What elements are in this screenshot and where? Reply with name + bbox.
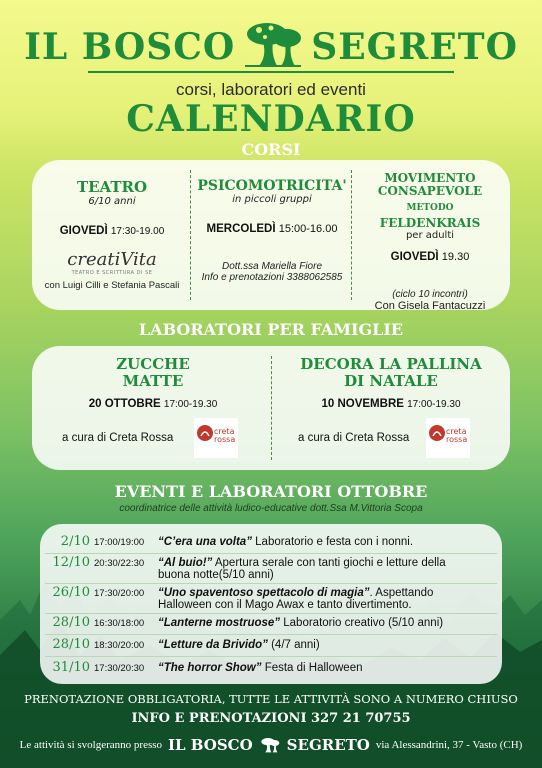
creta-rossa-text: creta (214, 427, 235, 436)
lab-title: DECORA LA PALLINA (300, 355, 482, 373)
eventi-coordinator: coordinatrice delle attività ludico-educative dott.Ssa M.Vittoria Scopa (119, 503, 423, 514)
course-teacher: con Luigi Cilli e Stefania Pascali (44, 280, 180, 291)
logo-text-left: IL BOSCO (24, 26, 236, 68)
footer-address-street: via Alessandrini, 37 - Vasto (CH) (375, 739, 523, 751)
course-teacher: Dott.ssa Mariella Fiore (221, 261, 323, 272)
divider (190, 170, 191, 300)
creta-rossa-text: rossa (214, 435, 236, 444)
event-time: 16:30/18:00 (94, 618, 145, 629)
course-title-method: METODO (406, 203, 454, 213)
lab-date: 20 OTTOBRE (88, 398, 161, 410)
mushroom-icon (259, 737, 281, 753)
section-eventi-label: EVENTI E LABORATORI OTTOBRE (114, 482, 428, 501)
course-title: MOVIMENTO (384, 171, 476, 185)
footer-address-prefix: Le attività si svolgeranno presso (19, 739, 163, 751)
footer-logo-left: IL BOSCO (168, 736, 253, 754)
event-date: 26/10 (52, 585, 90, 600)
lab-title: DI NATALE (344, 372, 438, 390)
event-time: 18:30/20:00 (94, 640, 145, 651)
course-day: GIOVEDÌ (390, 251, 439, 263)
course-psicomotricita (194, 178, 350, 283)
lab-hours: 17:00-19.30 (163, 399, 218, 410)
event-title: “Letture da Brivido” (158, 639, 268, 651)
creta-rossa-text: rossa (446, 435, 468, 444)
creta-rossa-icon (428, 424, 446, 442)
divider (45, 553, 497, 554)
logo-underline (88, 71, 454, 73)
creta-rossa-text: creta (446, 427, 467, 436)
creta-rossa-logo (426, 418, 470, 458)
event-time: 17:30/20:30 (94, 663, 145, 674)
creativita-logo: creatiVita (67, 249, 157, 270)
section-famiglie-label: LABORATORI PER FAMIGLIE (138, 320, 404, 339)
course-day: MERCOLEDÌ (206, 223, 276, 235)
event-desc: Laboratorio creativo (5/10 anni) (280, 617, 444, 629)
event-time: 17:30/20:00 (94, 588, 145, 599)
corsi-panel (32, 160, 510, 310)
course-title: TEATRO (76, 178, 148, 196)
mushroom-icon (241, 20, 305, 68)
lab-zucche-matte (38, 356, 268, 462)
event-date: 31/10 (52, 660, 90, 675)
course-title: CONSAPEVOLE (377, 184, 483, 198)
event-desc: Laboratorio e festa con i nonni. (251, 536, 414, 548)
event-desc-cont: buona notte(5/10 anni) (158, 569, 274, 581)
event-time: 20:30/22:30 (94, 558, 145, 569)
course-subtitle: per adulti (405, 230, 455, 241)
course-hours: 15:00-16.00 (278, 223, 338, 235)
course-teatro (36, 178, 188, 291)
event-desc-cont: Halloween con il Mago Awax e tanto divertimento. (158, 599, 412, 611)
event-title: “Al buio!” (158, 557, 213, 569)
divider (45, 634, 497, 635)
event-time: 17:00/19:00 (94, 537, 145, 548)
event-desc: (4/7 anni) (267, 639, 320, 651)
event-title: “Lanterne mostruose” (158, 617, 281, 629)
course-hours: 19.30 (441, 251, 470, 263)
course-teacher: Con Gisela Fantacuzzi (374, 300, 486, 312)
divider (351, 170, 352, 300)
course-day: GIOVEDÌ (59, 225, 108, 237)
event-desc: Apertura serale con tanti giochi e letture della (212, 557, 446, 569)
creativita-logo-caption: TEATRO E SCRITTURA DI SE (71, 270, 153, 276)
course-hours: 17:30-19.00 (110, 226, 165, 237)
course-info: (ciclo 10 incontri) (392, 289, 468, 300)
footer-address (0, 736, 542, 754)
event-title: “Uno spaventoso spettacolo di magia” (158, 587, 370, 599)
event-desc: Festa di Halloween (261, 662, 363, 674)
event-title: “The horror Show” (158, 662, 262, 674)
course-contact: Info e prenotazioni 3388062585 (201, 272, 343, 283)
lab-hours: 17:00-19.30 (407, 399, 461, 410)
lab-decora-pallina (276, 356, 506, 462)
divider (271, 356, 272, 460)
event-title: “C’era una volta” (158, 536, 252, 548)
divider (45, 613, 497, 614)
section-corsi-label: CORSI (241, 140, 301, 159)
header-subtitle: corsi, laboratori ed eventi (176, 80, 366, 99)
logo-text-right: SEGRETO (311, 26, 518, 68)
lab-title: MATTE (122, 372, 184, 390)
header-logo (0, 20, 542, 68)
course-title: PSICOMOTRICITA' (197, 178, 347, 194)
event-date: 28/10 (52, 637, 90, 652)
event-date: 12/10 (52, 555, 90, 570)
lab-title: ZUCCHE (116, 355, 190, 373)
creta-rossa-logo (194, 418, 238, 458)
event-date: 2/10 (60, 534, 90, 549)
footer-booking-note: PRENOTAZIONE OBBLIGATORIA, TUTTE LE ATTIVITÀ SONO A NUMERO CHIUSO (24, 692, 518, 706)
creta-rossa-icon (196, 424, 214, 442)
famiglie-panel (32, 346, 510, 470)
lab-curata: a cura di Creta Rossa (298, 432, 410, 444)
lab-curata: a cura di Creta Rossa (62, 432, 174, 444)
course-movimento (354, 172, 506, 312)
divider (45, 583, 497, 584)
footer-logo-right: SEGRETO (286, 736, 370, 754)
course-subtitle: in piccoli gruppi (232, 194, 312, 205)
divider (45, 656, 497, 657)
lab-date: 10 NOVEMBRE (321, 398, 404, 410)
event-desc: . Aspettando (369, 587, 434, 599)
footer-contact: INFO E PRENOTAZIONI 327 21 70755 (131, 711, 411, 726)
page-title: CALENDARIO (126, 98, 416, 140)
course-subtitle: 6/10 anni (88, 196, 136, 207)
course-title: FELDENKRAIS (379, 216, 481, 230)
event-date: 28/10 (52, 615, 90, 630)
